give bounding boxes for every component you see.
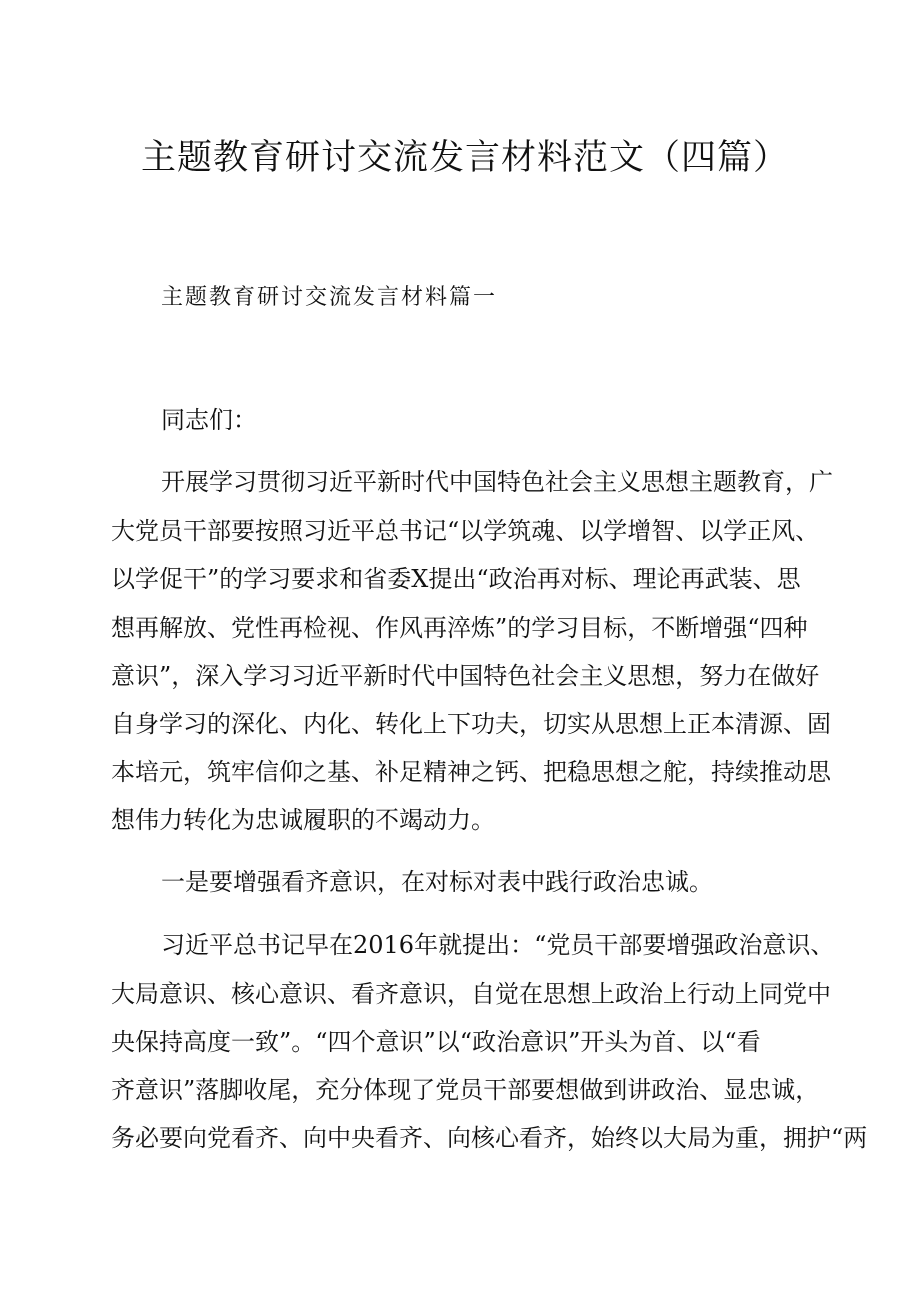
paragraph-line: 务必要向党看齐、向中央看齐、向核心看齐，始终以大局为重，拥护“两	[111, 1124, 868, 1152]
paragraph-line: 本培元，筑牢信仰之基、补足精神之钙、把稳思想之舵，持续推动思	[111, 758, 831, 786]
paragraph-line: 以学促干”的学习要求和省委X提出“政治再对标、理论再武装、思	[111, 565, 801, 593]
salutation: 同志们：	[161, 406, 257, 434]
paragraph-line: 意识”，深入学习习近平新时代中国特色社会主义思想，努力在做好	[111, 662, 820, 690]
paragraph-line: 自身学习的深化、内化、转化上下功夫，切实从思想上正本清源、固	[111, 710, 831, 738]
paragraph-line: 习近平总书记早在2016年就提出：“党员干部要增强政治意识、	[161, 931, 835, 959]
paragraph-line: 想再解放、党性再检视、作风再淬炼”的学习目标，不断增强“四种	[111, 614, 808, 642]
paragraph-line: 齐意识”落脚收尾，充分体现了党员干部要想做到讲政治、显忠诚，	[111, 1076, 820, 1104]
paragraph-line: 大党员干部要按照习近平总书记“以学筑魂、以学增智、以学正风、	[111, 517, 820, 545]
paragraph-line: 央保持高度一致”。“四个意识”以“政治意识”开头为首、以“看	[111, 1028, 761, 1056]
paragraph-line: 大局意识、核心意识、看齐意识，自觉在思想上政治上行动上同党中	[111, 980, 831, 1008]
paragraph-line: 想伟力转化为忠诚履职的不竭动力。	[111, 806, 495, 834]
document-title: 主题教育研讨交流发言材料范文（四篇）	[141, 138, 790, 178]
paragraph-line: 开展学习贯彻习近平新时代中国特色社会主义思想主题教育，广	[161, 468, 833, 496]
point-heading: 一是要增强看齐意识，在对标对表中践行政治忠诚。	[161, 868, 713, 896]
section-heading: 主题教育研讨交流发言材料篇一	[161, 285, 498, 310]
